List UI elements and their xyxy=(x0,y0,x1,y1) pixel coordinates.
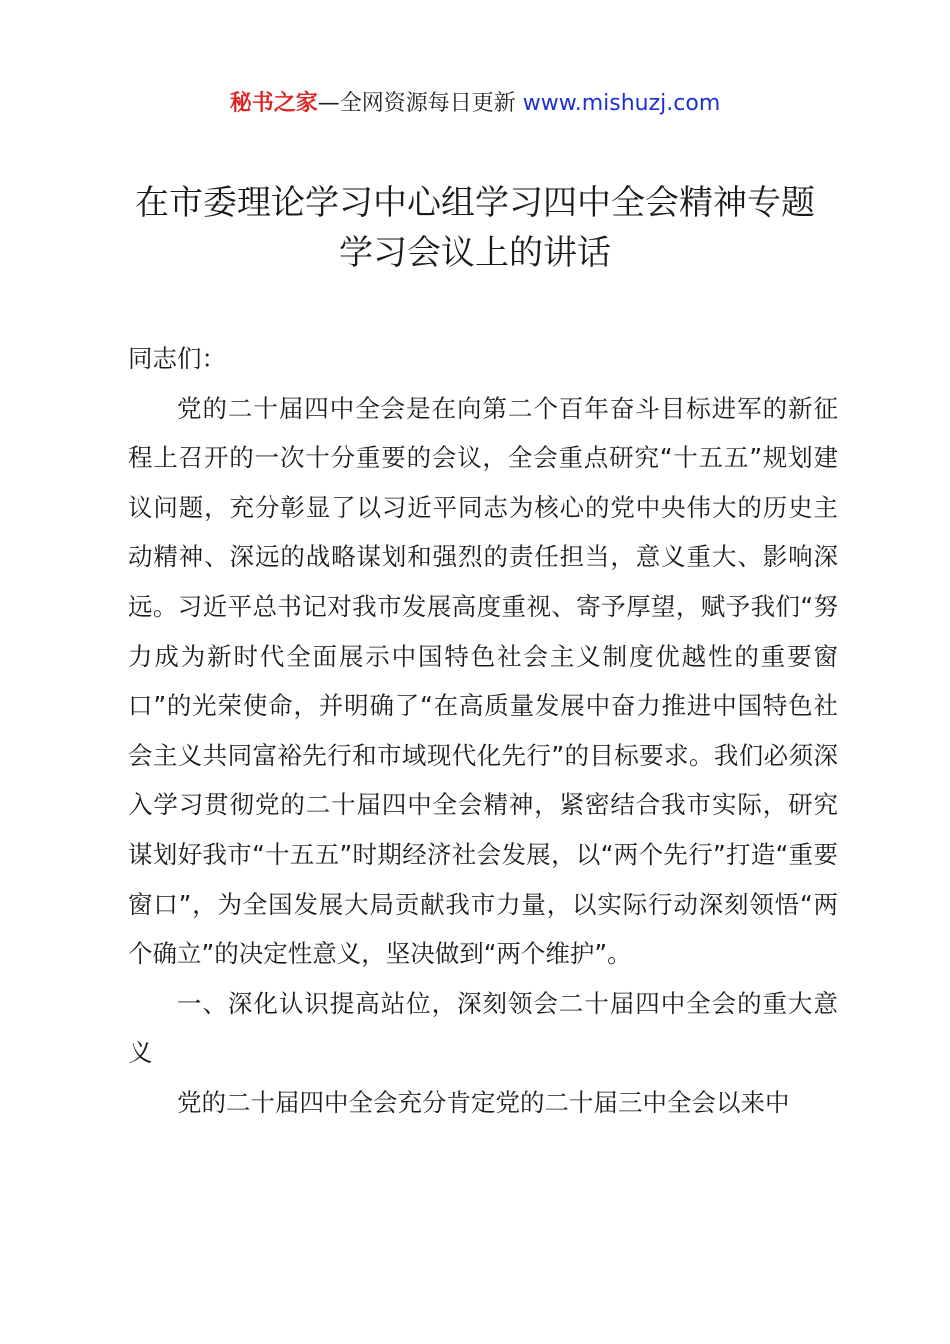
site-header xyxy=(0,86,950,122)
site-url-link[interactable]: www.mishuzj.com xyxy=(522,91,721,116)
title-line-2: 学习会议上的讲话 xyxy=(339,233,611,273)
paragraph: 党的二十届四中全会充分肯定党的二十届三中全会以来中 xyxy=(177,1087,790,1117)
document-body xyxy=(128,334,838,1128)
document-title xyxy=(80,178,870,278)
title-line-1: 在市委理论学习中心组学习四中全会精神专题 xyxy=(135,183,815,223)
paragraph: 党的二十届四中全会是在向第二个百年奋斗目标进军的新征程上召开的一次十分重要的会议，全会重点研究“十五五”规划建议问题，充分彰显了以习近平同志为核心的党中央伟大的历史主动精神、深远的战略谋划和强烈的责任担当，意义重大、影响深远。习近平总书记对我市发展高度重视、寄予厚望，赋予我们“努力成为新时代全面展示中国特色社会主义制度优越性的重要窗口”的光荣使命，并明确了“在高质量发展中奋力推进中国特色社会主义共同富裕先行和市域现代化先行”的目标要求。我们必须深入学习贯彻党的二十届四中全会精神，紧密结合我市实际，研究谋划好我市“十五五”时期经济社会发展，以“两个先行”打造“重要窗口”，为全国发展大局贡献我市力量，以实际行动深刻领悟“两个确立”的决定性意义，坚决做到“两个维护”。 xyxy=(128,393,838,969)
header-slogan: —全网资源每日更新 xyxy=(317,91,523,116)
salutation: 同志们： xyxy=(128,344,226,373)
section-heading: 一、深化认识提高站位，深刻领会二十届四中全会的重大意义 xyxy=(128,988,838,1068)
brand-name: 秘书之家 xyxy=(229,91,318,116)
